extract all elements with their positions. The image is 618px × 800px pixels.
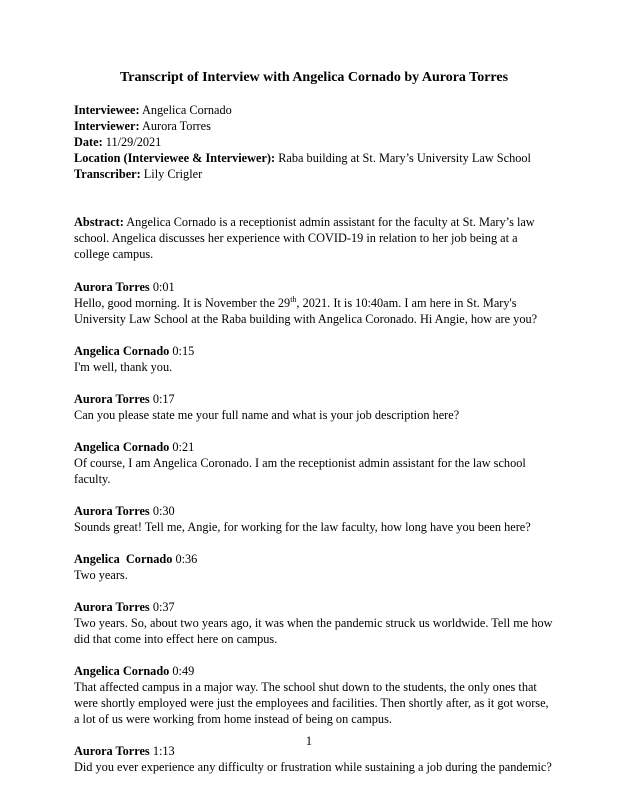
turn-text: Can you please state me your full name and what is your job description here? [74,408,460,422]
turn-text: Of course, I am Angelica Coronado. I am the receptionist admin assistant for the law school faculty. [74,456,526,486]
turn-text: Did you ever experience any difficulty or frustration while sustaining a job during the pandemic? [74,760,552,774]
meta-label: Date: [74,135,103,149]
meta-label: Transcriber: [74,167,141,181]
timestamp: 0:15 [172,344,195,358]
speaker-name: Angelica Cornado [74,344,170,358]
timestamp: 0:01 [152,280,175,294]
meta-transcriber [74,166,554,182]
turn-text [74,295,554,327]
speaker-line [74,599,554,615]
speaker-name: Aurora Torres [74,280,150,294]
timestamp: 0:49 [172,664,195,678]
timestamp: 1:13 [152,744,175,758]
dialogue-turn [74,663,554,727]
turn-text: Two years. So, about two years ago, it was when the pandemic struck us worldwide. Tell me how did that come into effect here on campus. [74,616,553,646]
speaker-name: Aurora Torres [74,392,150,406]
dialogue-turn [74,503,554,535]
meta-date [74,134,554,150]
dialogue-turn [74,391,554,423]
interview-metadata [74,102,554,182]
meta-value: Raba building at St. Mary’s University Law School [278,151,531,165]
meta-value: Angelica Cornado [141,103,232,117]
document-title: Transcript of Interview with Angelica Cornado by Aurora Torres [119,70,509,85]
meta-label: Interviewer: [74,119,140,133]
turn-text: Sounds great! Tell me, Angie, for working for the law faculty, how long have you been here? [74,520,531,534]
page-number: 1 [305,734,313,748]
speaker-name: Angelica Cornado [74,664,170,678]
meta-value: Lily Crigler [143,167,203,181]
speaker-line [74,551,554,567]
timestamp: 0:17 [152,392,175,406]
dialogue-turn [74,279,554,327]
dialogue-turn [74,439,554,487]
speaker-line [74,439,554,455]
meta-label: Interviewee: [74,103,140,117]
meta-interviewee [74,102,554,118]
meta-interviewer [74,118,554,134]
speaker-line [74,343,554,359]
speaker-name: Aurora Torres [74,600,150,614]
timestamp: 0:36 [175,552,198,566]
abstract-text: Angelica Cornado is a receptionist admin assistant for the faculty at St. Mary’s law school. Angelica discusses her experience with COVID-19 in relation to her job being at a college campus. [74,215,535,261]
dialogue-turn [74,343,554,375]
turn-text: That affected campus in a major way. The school shut down to the students, the only ones that were shortly employed were just the employees and facilities. Then shortly after, as it got worse, a lot of us were working from home instead of being on campus. [74,680,549,726]
meta-value: Aurora Torres [141,119,211,133]
meta-value: 11/29/2021 [105,135,162,149]
timestamp: 0:21 [172,440,195,454]
turn-text: I'm well, thank you. [74,360,173,374]
abstract-label: Abstract: [74,215,124,229]
meta-location [74,150,554,166]
dialogue-turn [74,551,554,583]
speaker-line [74,663,554,679]
speaker-name: Aurora Torres [74,504,150,518]
speaker-name: Angelica Cornado [74,440,170,454]
speaker-line [74,391,554,407]
meta-label: Location (Interviewee & Interviewer): [74,151,276,165]
speaker-name: Angelica Cornado [74,552,173,566]
abstract-paragraph [74,214,554,262]
speaker-line [74,503,554,519]
timestamp: 0:30 [152,504,175,518]
speaker-line [74,279,554,295]
turn-text: Two years. [74,568,128,582]
dialogue-turn [74,599,554,647]
transcript-content [74,69,554,775]
turn-text-part: Hello, good morning. It is November the 29 [74,296,291,310]
ordinal-suffix: th [290,294,297,304]
speaker-name: Aurora Torres [74,744,150,758]
turn-text-part: , 2021. It is 10:40am. I am here in St. Mary's University Law School at the Raba building with Angelica Coronado. Hi Angie, how are you? [74,296,538,326]
timestamp: 0:37 [152,600,175,614]
